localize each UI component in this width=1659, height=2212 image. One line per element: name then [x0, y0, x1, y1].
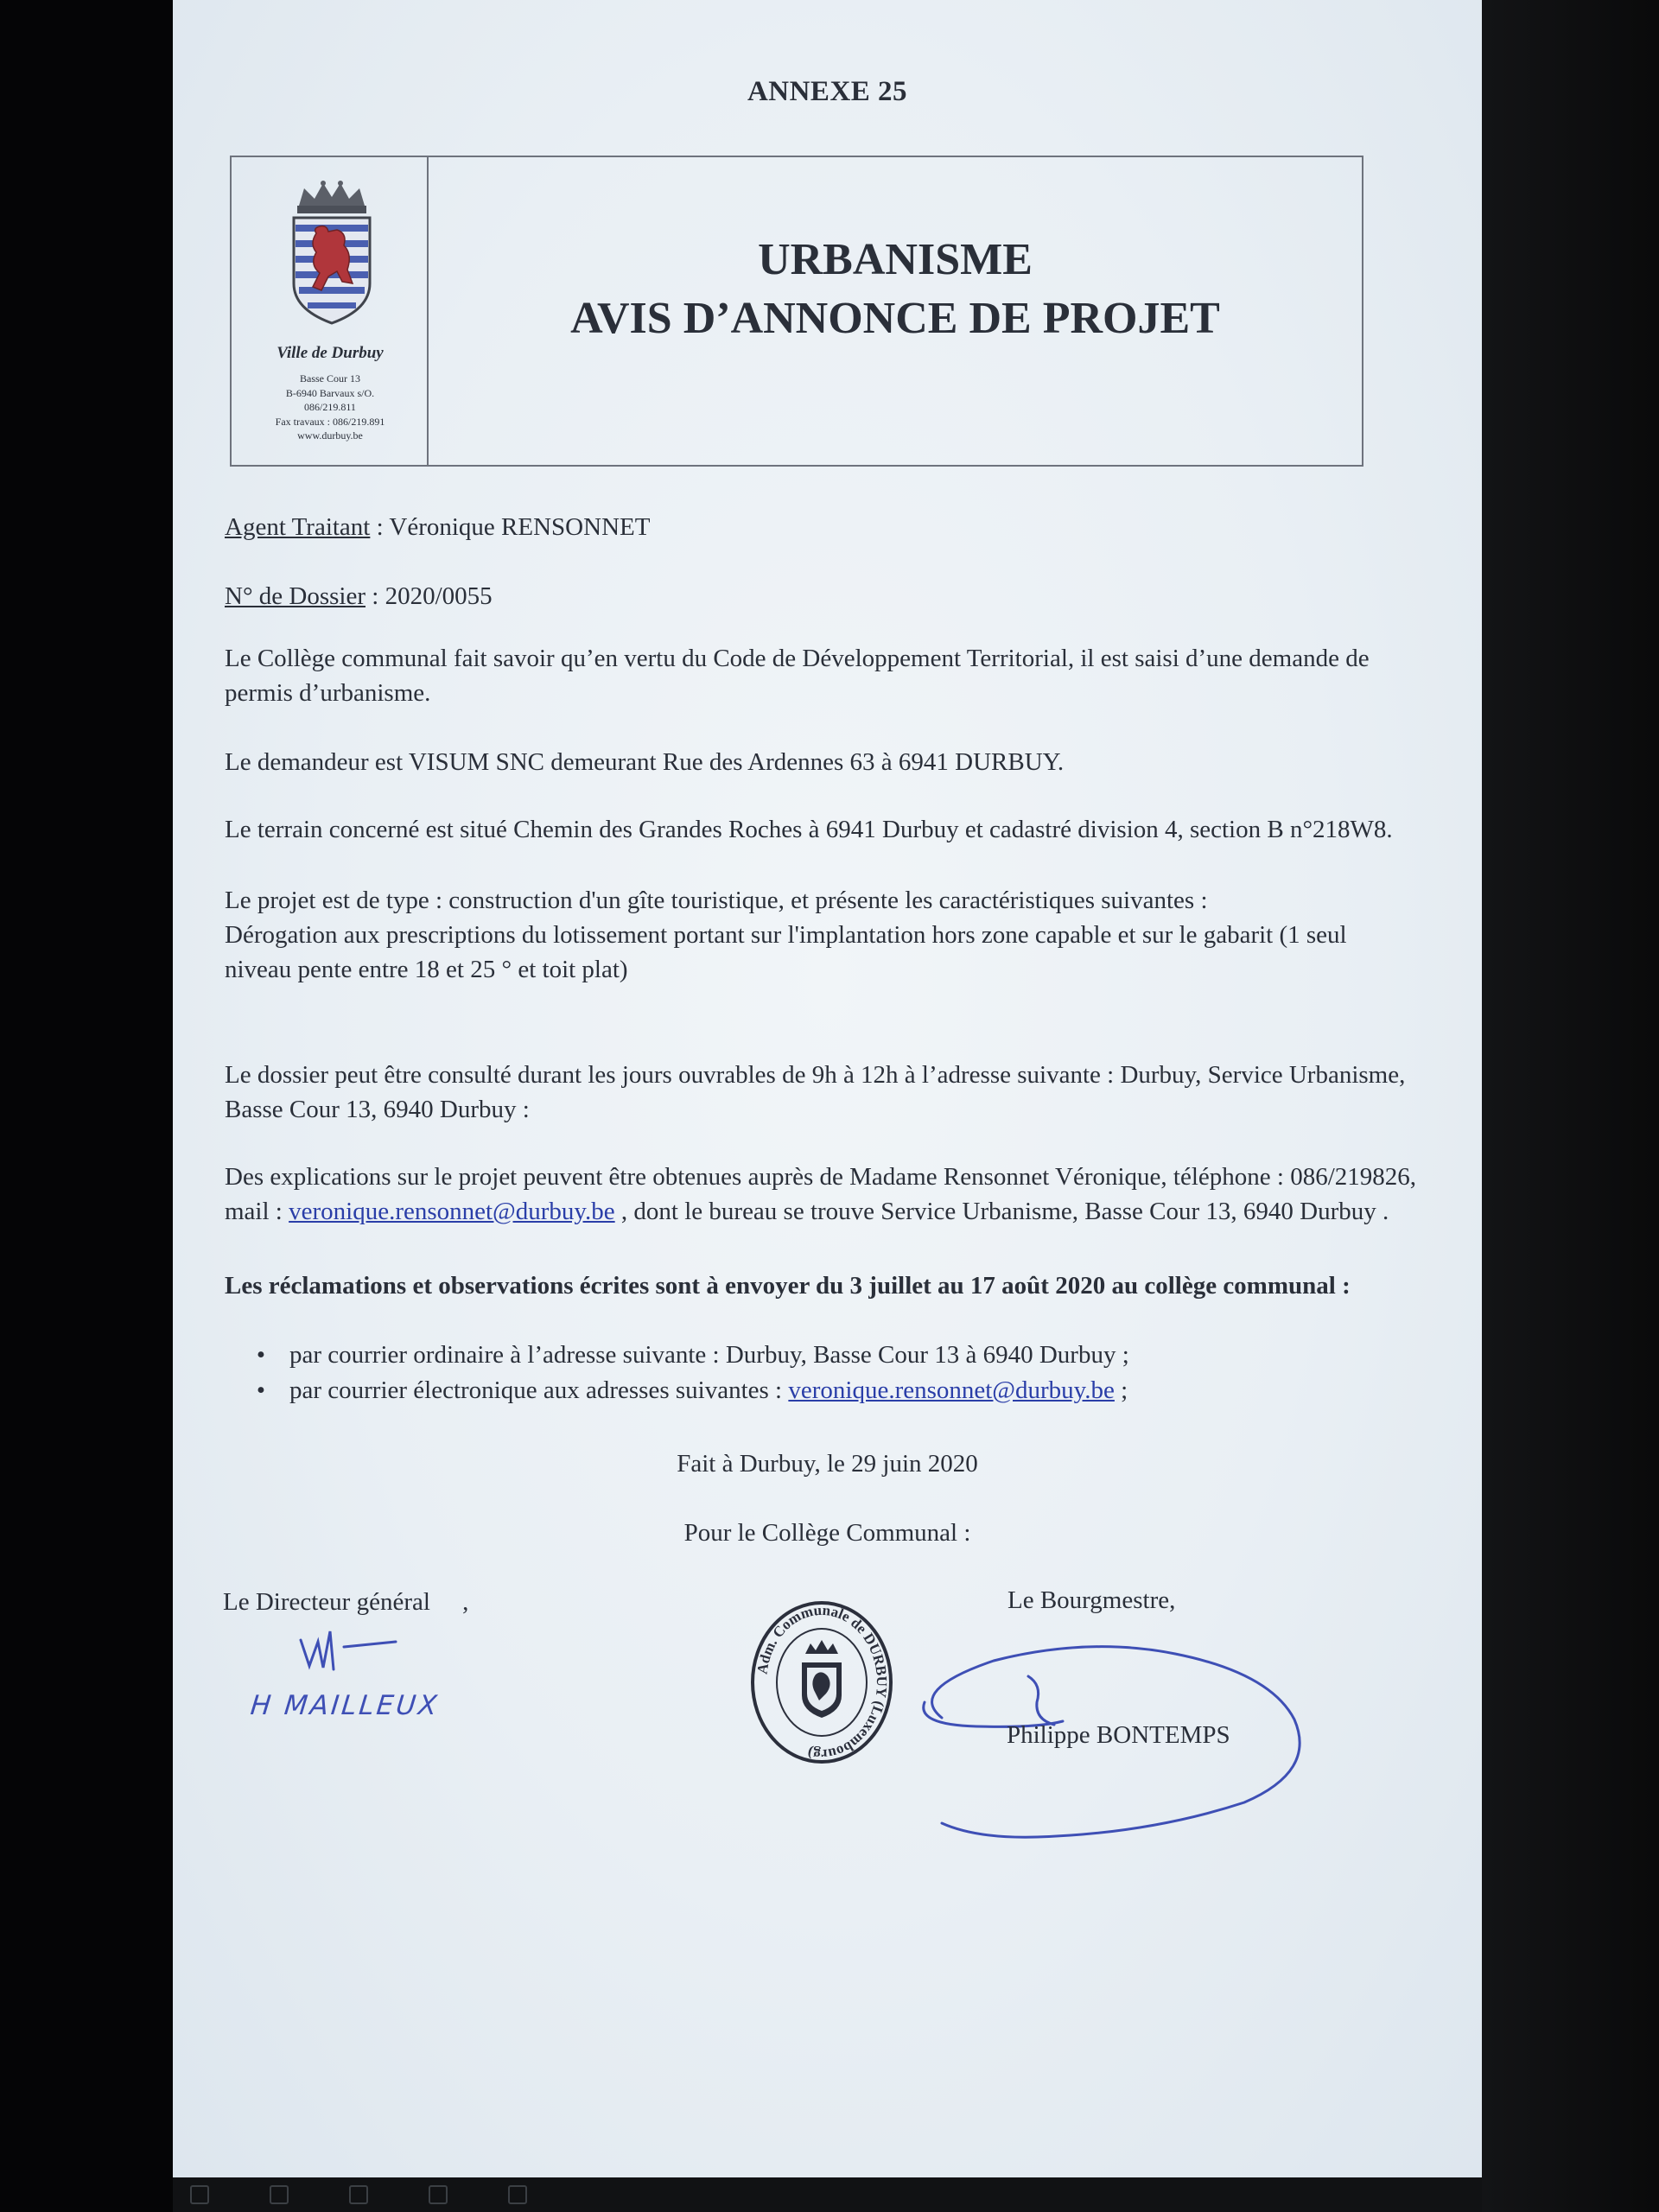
address-line: Fax travaux : 086/219.891 [275, 415, 385, 428]
directeur-label-text: Le Directeur général [223, 1588, 430, 1616]
task-view-icon[interactable] [349, 2185, 368, 2204]
right-bezel [1482, 0, 1659, 2212]
browser-icon[interactable] [429, 2185, 448, 2204]
taskbar [173, 2177, 1482, 2212]
dossier-label: N° de Dossier [225, 582, 366, 610]
agent-line [225, 510, 1417, 544]
title-line-1: URBANISME [758, 235, 1033, 284]
directeur-label [223, 1588, 468, 1617]
paragraph-demandeur: Le demandeur est VISUM SNC demeurant Rue des Ardennes 63 à 6941 DURBUY. [225, 748, 1065, 776]
title-cell [429, 157, 1362, 465]
bullet-icon: • [256, 1341, 266, 1369]
bourgmestre-label: Le Bourgmestre, [1007, 1586, 1176, 1614]
reclamations-heading: Les réclamations et observations écrites sont à envoyer du 3 juillet au 17 août 2020 au collège communal : [225, 1272, 1351, 1300]
durbuy-crest-icon [287, 180, 377, 327]
left-bezel [0, 0, 173, 2212]
commune-stamp-icon [750, 1600, 893, 1764]
logo-city-name: Ville de Durbuy [276, 344, 384, 362]
list-item [255, 1338, 1129, 1373]
address-line: B-6940 Barvaux s/O. [285, 386, 375, 399]
directeur-signature-icon [292, 1624, 404, 1676]
fait-a-line: Fait à Durbuy, le 29 juin 2020 [677, 1450, 978, 1478]
bullet-text: par courrier ordinaire à l’adresse suivante : Durbuy, Basse Cour 13 à 6940 Durbuy ; [289, 1341, 1129, 1369]
paragraph-consultation: Le dossier peut être consulté durant les jours ouvrables de 9h à 12h à l’adresse suivante : Durbuy, Service Urbanisme, Basse Cour 13, 6940 Durbuy : [225, 1061, 1406, 1123]
projet-derogation: Dérogation aux prescriptions du lotissement portant sur l'implantation hors zone capable et sur le gabarit (1 seul niveau pente entre 18 et 25 ° et toit plat) [225, 921, 1347, 983]
logo-address [232, 372, 429, 443]
document-page [173, 0, 1482, 2177]
pour-college-line: Pour le Collège Communal : [683, 1519, 971, 1547]
email-link[interactable]: veronique.rensonnet@durbuy.be [289, 1198, 615, 1225]
stamp-text: Adm. Communale de DURBUY (Luxembourg) [753, 1601, 891, 1764]
paragraph-intro: Le Collège communal fait savoir qu’en vertu du Code de Développement Territorial, il est saisi d’une demande de permis d’urbanisme. [225, 645, 1370, 707]
start-icon[interactable] [190, 2185, 209, 2204]
explications-text: Des explications sur le projet peuvent être obtenues auprès de Madame Rensonnet Véronique, téléphone : 086/219826, mail : [225, 1163, 1417, 1225]
bullet-text-lead: par courrier électronique aux adresses suivantes : [289, 1376, 789, 1404]
folder-icon[interactable] [508, 2185, 527, 2204]
dossier-line [225, 579, 1417, 613]
address-line: 086/219.811 [304, 401, 356, 413]
header-box [230, 156, 1363, 467]
directeur-comma: , [462, 1588, 469, 1616]
bullet-icon: • [256, 1376, 266, 1404]
dossier-value: : 2020/0055 [372, 582, 493, 610]
bullet-list [255, 1338, 1129, 1408]
agent-label: Agent Traitant [225, 513, 371, 541]
title-line-2: AVIS D’ANNONCE DE PROJET [570, 294, 1220, 343]
paragraph-projet [225, 883, 1417, 987]
paragraph-explications [225, 1160, 1417, 1229]
screen [173, 0, 1482, 2177]
bullet-text [289, 1373, 1128, 1408]
search-icon[interactable] [270, 2185, 289, 2204]
paragraph-terrain: Le terrain concerné est situé Chemin des Grandes Roches à 6941 Durbuy et cadastré division 4, section B n°218W8. [225, 816, 1393, 843]
projet-type: Le projet est de type : construction d'un gîte touristique, et présente les caractéristiques suivantes : [225, 887, 1208, 914]
agent-value: : Véronique RENSONNET [376, 513, 651, 541]
explications-text-end: , dont le bureau se trouve Service Urbanisme, Basse Cour 13, 6940 Durbuy . [614, 1198, 1389, 1225]
address-line: Basse Cour 13 [300, 372, 360, 385]
bullet-text-end: ; [1114, 1376, 1128, 1404]
list-item [255, 1373, 1129, 1408]
address-line: www.durbuy.be [297, 429, 363, 442]
directeur-handwritten-name: H MAILLEUX [249, 1690, 442, 1721]
logo-cell [232, 157, 429, 465]
bourgmestre-name: Philippe BONTEMPS [1007, 1721, 1230, 1749]
annexe-label: ANNEXE 25 [747, 76, 908, 107]
email-link[interactable]: veronique.rensonnet@durbuy.be [788, 1376, 1115, 1404]
